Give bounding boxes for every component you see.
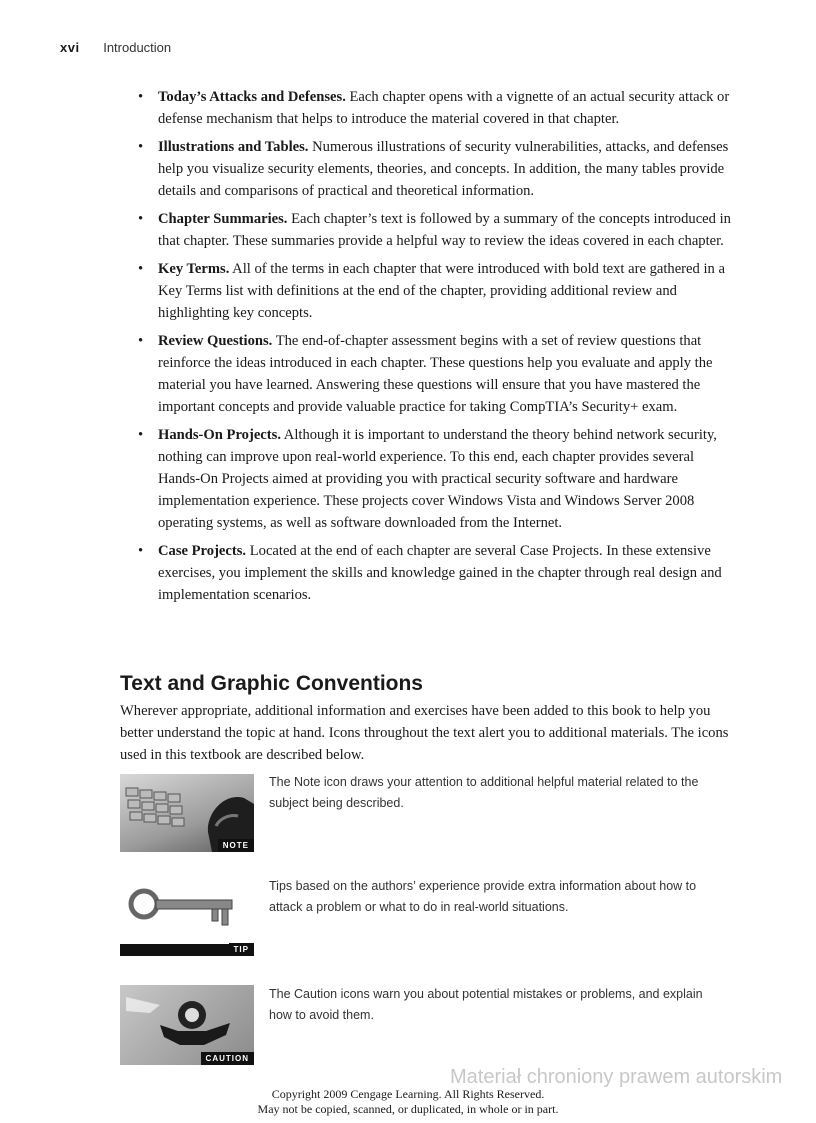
copyright-line: Copyright 2009 Cengage Learning. All Rights Reserved.: [271, 1087, 545, 1101]
watermark: Materiał chroniony prawem autorskim: [450, 1066, 783, 1088]
caution-tag: CAUTION: [201, 1052, 254, 1065]
key-icon: [120, 874, 254, 956]
bullet-icon: •: [138, 89, 144, 105]
tip-tag: TIP: [229, 943, 254, 956]
bullet-icon: •: [138, 211, 144, 227]
bullet-icon: •: [138, 427, 144, 443]
feature-text: Each chapter opens with a vignette of an actual security attack or defense mechanism that helps to introduce the material covered in that chapter.: [158, 89, 730, 127]
feature-term: Today’s Attacks and Defenses.: [158, 89, 346, 105]
bullet-icon: •: [138, 333, 144, 349]
feature-term: Illustrations and Tables.: [158, 139, 309, 155]
bullet-icon: •: [138, 261, 144, 277]
section-title: Text and Graphic Conventions: [120, 672, 423, 695]
feature-text: Numerous illustrations of security vulnerabilities, attacks, and defenses help you visualize security elements, theories, and concepts. In addition, the many tables provide details and comparisons of practical and theoretical information.: [158, 139, 729, 199]
conventions-intro: Wherever appropriate, additional information and exercises have been added to this book to help you better understand the topic at hand. Icons throughout the text alert you to additional materials. The icons used in this textbook are described below.: [120, 703, 729, 763]
caution-icon: [120, 985, 254, 1065]
section-name: Introduction: [103, 40, 172, 55]
feature-term: Case Projects.: [158, 543, 247, 559]
feature-text: Located at the end of each chapter are several Case Projects. In these extensive exercises, you implement the skills and knowledge gained in the chapter through real design and implementation scenarios.: [158, 543, 722, 603]
feature-list: [138, 86, 738, 612]
copyright-footer: [0, 1087, 816, 1117]
feature-item: [138, 330, 738, 418]
feature-item: [138, 540, 738, 606]
key-graphic: [120, 874, 254, 944]
note-icon: [120, 774, 254, 852]
feature-text: All of the terms in each chapter that were introduced with bold text are gathered in a Key Terms list with definitions at the end of the chapter, providing additional review and highlighting key concepts.: [158, 261, 725, 321]
feature-term: Key Terms.: [158, 261, 230, 277]
feature-item: [138, 86, 738, 130]
feature-term: Chapter Summaries.: [158, 211, 288, 227]
note-description: The Note icon draws your attention to additional helpful material related to the subject being described.: [269, 775, 699, 810]
feature-item: [138, 136, 738, 202]
feature-text: The end-of-chapter assessment begins with a set of review questions that reinforce the ideas introduced in each chapter. These questions help you evaluate and apply the material you have learned. Answering these questions will ensure that you have mastered the important concepts and provide valuable practice for taking CompTIA’s Security+ exam.: [158, 333, 713, 415]
feature-text: Although it is important to understand the theory behind network security, nothing can improve upon real-world experience. To this end, each chapter provides several Hands-On Projects aimed at providing you with practical security software and hardware implementation experience. These projects cover Windows Vista and Windows Server 2008 operating systems, as well as software downloaded from the Internet.: [158, 427, 717, 531]
feature-item: [138, 258, 738, 324]
bullet-icon: •: [138, 543, 144, 559]
copyright-notice: May not be copied, scanned, or duplicated, in whole or in part.: [257, 1102, 559, 1116]
feature-item: [138, 424, 738, 534]
caution-description: The Caution icons warn you about potential mistakes or problems, and explain how to avoid them.: [269, 987, 703, 1022]
page-number: xvi: [60, 40, 80, 55]
bullet-icon: •: [138, 139, 144, 155]
feature-text: Each chapter’s text is followed by a summary of the concepts introduced in that chapter. These summaries provide a helpful way to review the ideas covered in each chapter.: [158, 211, 731, 249]
note-tag: NOTE: [218, 839, 254, 852]
feature-term: Hands-On Projects.: [158, 427, 281, 443]
running-head: [60, 40, 171, 55]
feature-item: [138, 208, 738, 252]
tip-description: Tips based on the authors’ experience provide extra information about how to attack a problem or what to do in real-world situations.: [269, 879, 697, 914]
feature-term: Review Questions.: [158, 333, 273, 349]
